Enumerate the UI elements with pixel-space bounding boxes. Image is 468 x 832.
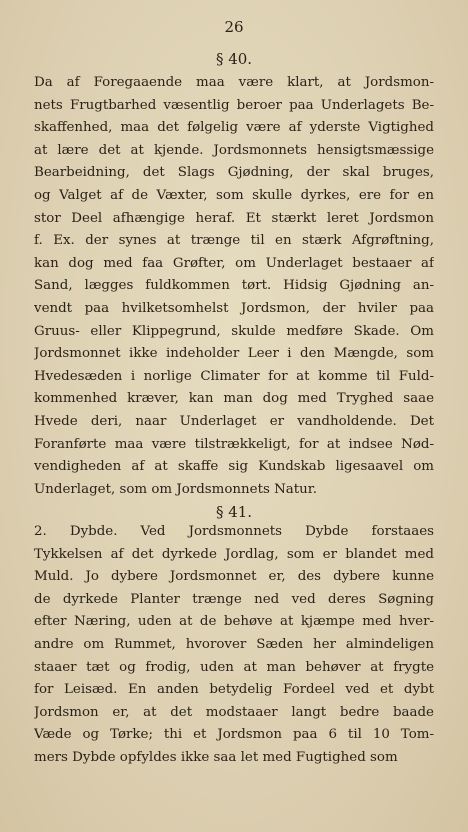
text-line: Da af Foregaaende maa være klart, at Jordsmon-: [34, 75, 434, 90]
text-line: efter Næring, uden at de behøve at kjæmpe med hver-: [34, 614, 434, 630]
text-line: Tykkelsen af det dyrkede Jordlag, som er blandet med: [34, 546, 434, 562]
section-heading-40: § 40.: [215, 50, 253, 68]
section-heading-41: § 41.: [215, 503, 253, 521]
text-line: Jordsmon er, at det modstaaer langt bedre baade: [34, 704, 434, 720]
text-line: Foranførte maa være tilstrækkeligt, for at indsee Nød-: [34, 436, 434, 452]
text-line: vendt paa hvilketsomhelst Jordsmon, der hviler paa: [34, 300, 434, 316]
page-number: 26: [224, 18, 244, 36]
text-line: kommenhed kræver, kan man dog med Tryghed saae: [34, 391, 434, 407]
text-line: og Valget af de Væxter, som skulle dyrkes, ere for en: [34, 187, 434, 203]
text-line: Gruus- eller Klippegrund, skulde medføre Skade. Om: [34, 323, 434, 339]
text-line: vendigheden af at skaffe sig Kundskab ligesaavel om: [34, 459, 434, 475]
text-line: stor Deel afhængige heraf. Et stærkt leret Jordsmon: [34, 210, 434, 226]
section-40-body: [34, 72, 434, 501]
text-line: Hvedesæden i norlige Climater for at komme til Fuld-: [34, 368, 434, 384]
text-line: mers Dybde opfyldes ikke saa let med Fugtighed som: [34, 749, 398, 765]
text-line: andre om Rummet, hvorover Sæden her almindeligen: [34, 636, 434, 652]
text-line: de dyrkede Planter trænge ned ved deres Søgning: [34, 591, 434, 607]
text-line: Sand, lægges fuldkommen tørt. Hidsig Gjødning an-: [34, 278, 434, 294]
text-line: Hvede deri, naar Underlaget er vandholdende. Det: [34, 413, 434, 429]
text-line: Underlaget, som om Jordsmonnets Natur.: [34, 481, 317, 497]
text-line: nets Frugtbarhed væsentlig beroer paa Underlagets Be-: [34, 97, 434, 113]
text-line: Muld. Jo dybere Jordsmonnet er, des dybere kunne: [34, 569, 434, 585]
text-line: at lære det at kjende. Jordsmonnets hensigtsmæssige: [34, 142, 434, 158]
text-line: 2. Dybde. Ved Jordsmonnets Dybde forstaaes: [34, 524, 434, 539]
section-41-body: [34, 521, 434, 770]
text-line: kan dog med faa Grøfter, om Underlaget bestaaer af: [34, 255, 434, 271]
text-line: for Leisæd. En anden betydelig Fordeel ved et dybt: [34, 682, 434, 698]
text-line: Bearbeidning, det Slags Gjødning, der skal bruges,: [34, 165, 434, 181]
text-line: f. Ex. der synes at trænge til en stærk Afgrøftning,: [34, 233, 434, 249]
text-line: Væde og Tørke; thi et Jordsmon paa 6 til 10 Tom-: [34, 727, 434, 743]
text-line: skaffenhed, maa det følgelig være af yderste Vigtighed: [34, 120, 434, 136]
text-line: staaer tæt og frodig, uden at man behøver at frygte: [34, 659, 434, 675]
text-line: Jordsmonnet ikke indeholder Leer i den Mængde, som: [34, 346, 434, 362]
